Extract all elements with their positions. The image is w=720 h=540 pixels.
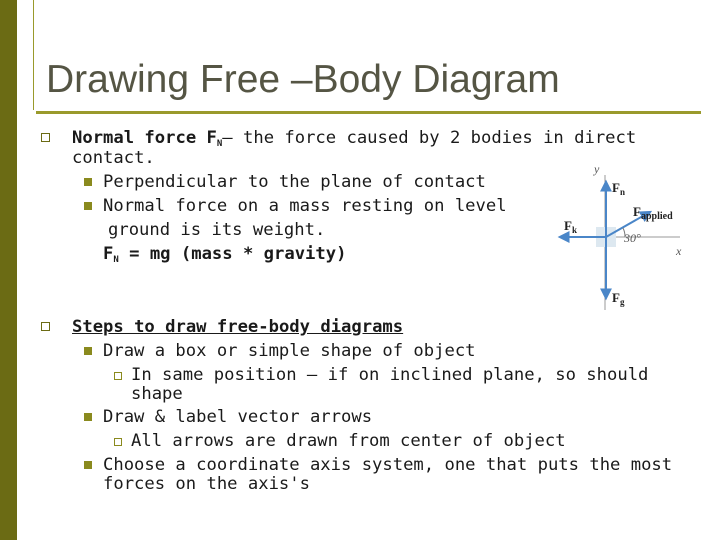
y-axis-label: y	[594, 162, 600, 176]
normal-force-line	[72, 128, 636, 154]
steps-sub-3-line-2: forces on the axis's	[103, 474, 310, 494]
fg-label: $F_g$	[612, 290, 625, 307]
steps-sub-1: Draw a box or simple shape of object	[103, 341, 476, 361]
formula-f: F	[103, 244, 114, 264]
normal-force-formula	[103, 244, 346, 270]
normal-force-line-2: contact.	[72, 148, 155, 168]
steps-sub-2a: All arrows are drawn from center of object	[131, 431, 566, 451]
square-bullet-icon	[84, 178, 92, 186]
normal-force-definition: – the force caused by 2 bodies in direct	[222, 128, 637, 148]
hollow-square-bullet-icon	[114, 372, 122, 380]
angle-label: 30°	[624, 231, 641, 245]
square-bullet-icon	[84, 347, 92, 355]
steps-sub-3: Choose a coordinate axis system, one that puts the most	[103, 455, 673, 475]
steps-sub-1a: In same position – if on inclined plane, so should	[131, 365, 649, 385]
square-bullet-icon	[84, 202, 92, 210]
hollow-square-bullet-icon	[41, 322, 50, 331]
slide-title: Drawing Free –Body Diagram	[46, 58, 560, 101]
normal-force-term-subscript: N	[216, 139, 223, 149]
normal-force-sub-1: Perpendicular to the plane of contact	[103, 172, 486, 192]
fn-label: $F_n$	[612, 180, 625, 197]
formula-rest: = mg (mass * gravity)	[118, 244, 347, 264]
normal-force-term: Normal force F	[72, 128, 217, 148]
hollow-square-bullet-icon	[114, 438, 122, 446]
normal-force-sub-2-line-2: ground is its weight.	[108, 220, 326, 240]
square-bullet-icon	[84, 413, 92, 421]
square-bullet-icon	[84, 461, 92, 469]
formula-subscript: N	[113, 255, 119, 265]
title-vertical-rule	[33, 0, 34, 110]
x-axis-label: x	[676, 244, 682, 258]
steps-heading: Steps to draw free-body diagrams	[72, 317, 404, 337]
steps-sub-1a-line-2: shape	[131, 384, 183, 404]
normal-force-sub-2: Normal force on a mass resting on level	[103, 196, 507, 216]
sidebar-accent-bar	[0, 0, 17, 540]
fk-label: $F_k$	[564, 218, 577, 235]
steps-sub-2: Draw & label vector arrows	[103, 407, 373, 427]
hollow-square-bullet-icon	[41, 133, 50, 142]
free-body-diagram	[530, 160, 700, 320]
title-underline	[36, 111, 701, 114]
fapplied-label: $F_{applied}$	[633, 204, 673, 222]
